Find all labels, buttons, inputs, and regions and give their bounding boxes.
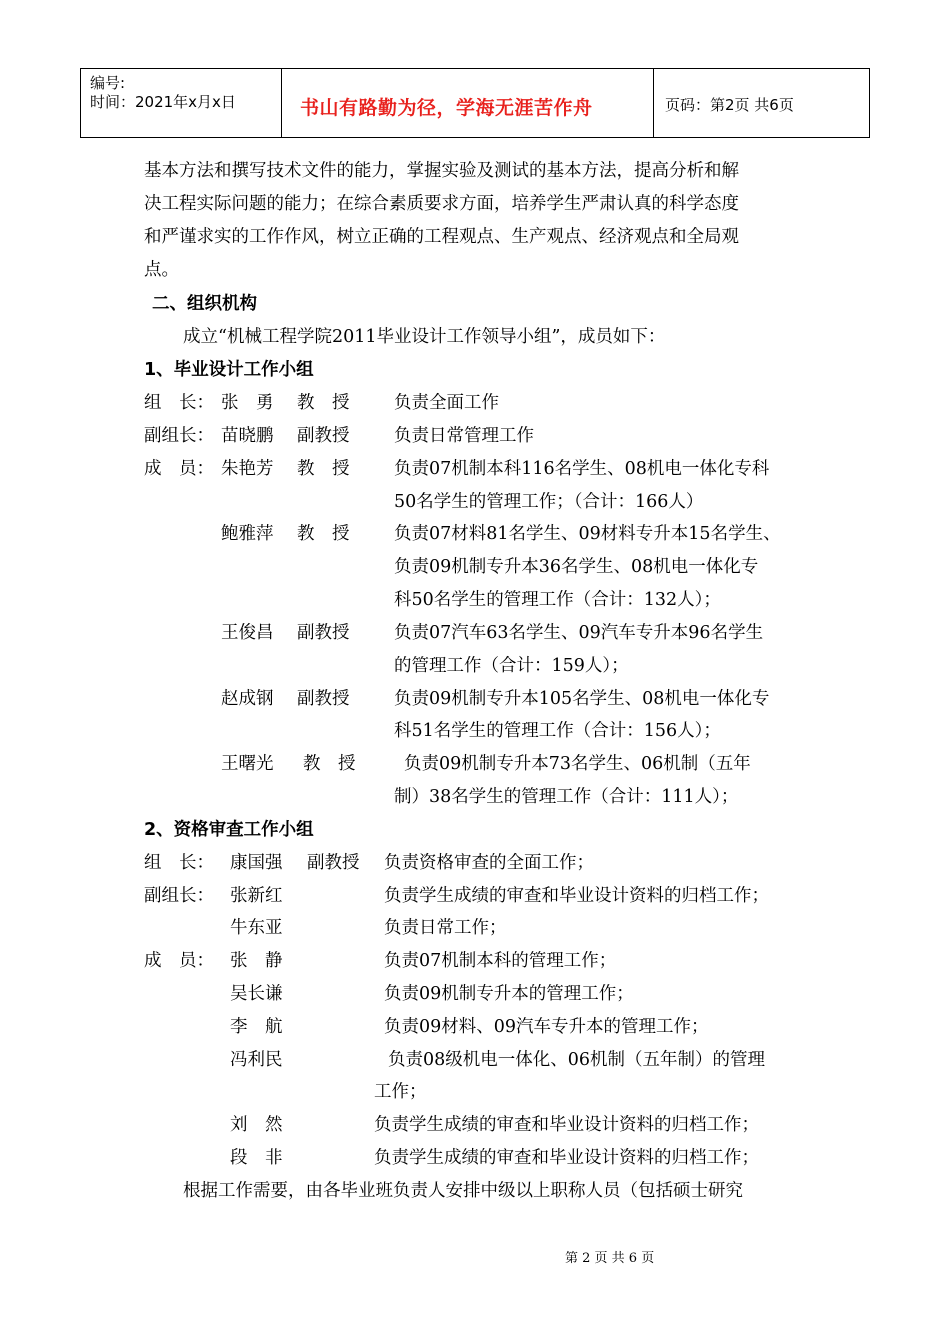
member-duty: 负责09机制专升本36名学生、08机电一体化专 [394,557,759,577]
member-duty: 负责09机制专升本105名学生、08机电一体化专 [394,689,770,709]
member-duty: 负责学生成绩的审查和毕业设计资料的归档工作； [374,1148,759,1168]
header-divider-2 [653,69,654,137]
member-name: 冯利民 [230,1050,283,1070]
member-rank: 副教授 [307,853,360,873]
member-role: 副组长： [144,886,214,906]
member-duty: 负责09材料、09汽车专升本的管理工作； [384,1017,709,1037]
member-duty: 制）38名学生的管理工作（合计：111人）； [394,787,739,807]
header-time-label: 时间：2021年x月x日 [90,93,236,111]
intro-line: 基本方法和撰写技术文件的能力，掌握实验及测试的基本方法，提高分析和解 [144,161,739,181]
member-name: 朱艳芳 [221,459,274,479]
member-role: 副组长： [144,426,214,446]
member-rank: 教 授 [297,524,350,544]
header-motto: 书山有路勤为径，学海无涯苦作舟 [300,97,593,119]
member-duty: 负责07汽车63名学生、09汽车专升本96名学生 [394,623,764,643]
member-role: 组 长： [144,853,214,873]
member-duty: 负责07机制本科116名学生、08机电一体化专科 [394,459,770,479]
member-name: 刘 然 [230,1115,283,1135]
member-duty: 负责日常工作； [384,918,507,938]
intro-line: 和严谨求实的工作作风，树立正确的工程观点、生产观点、经济观点和全局观 [144,227,739,247]
header-border-right [869,69,870,137]
header-number-label: 编号: [90,74,126,92]
page-footer: 第 2 页 共 6 页 [565,1251,655,1266]
member-name: 张新红 [230,886,283,906]
intro-line: 决工程实际问题的能力；在综合素质要求方面，培养学生严肃认真的科学态度 [144,194,739,214]
member-name: 牛东亚 [230,918,283,938]
member-name: 张 静 [230,951,283,971]
member-rank: 教 授 [303,754,356,774]
group-heading: 2、资格审查工作小组 [144,820,314,840]
member-name: 王曙光 [221,754,274,774]
member-duty: 负责资格审查的全面工作； [384,853,594,873]
header-page-label: 页码：第2页 共6页 [665,96,794,114]
member-name: 段 非 [230,1148,283,1168]
member-rank: 教 授 [297,393,350,413]
member-duty: 负责07材料81名学生、09材料专升本15名学生、 [394,524,781,544]
member-rank: 副教授 [297,689,350,709]
member-duty: 的管理工作（合计：159人）； [394,656,629,676]
member-rank: 副教授 [297,426,350,446]
section-heading: 二、组织机构 [152,294,257,314]
header-divider-1 [281,69,282,137]
member-role: 组 长： [144,393,214,413]
member-name: 张 勇 [221,393,274,413]
member-name: 康国强 [230,853,283,873]
member-name: 苗晓鹏 [221,426,274,446]
member-rank: 副教授 [297,623,350,643]
member-duty: 负责全面工作 [394,393,499,413]
intro-line: 点。 [144,260,179,280]
member-duty: 工作； [374,1082,427,1102]
member-role: 成 员： [144,459,214,479]
member-name: 鲍雅萍 [221,524,274,544]
member-role: 成 员： [144,951,214,971]
section-intro: 成立“机械工程学院2011毕业设计工作领导小组”，成员如下： [183,327,666,347]
member-duty: 负责日常管理工作 [394,426,534,446]
member-name: 李 航 [230,1017,283,1037]
page-header [80,68,870,138]
member-name: 王俊昌 [221,623,274,643]
member-duty: 科50名学生的管理工作（合计：132人）； [394,590,721,610]
header-border-left [80,69,81,137]
member-duty: 负责学生成绩的审查和毕业设计资料的归档工作； [374,1115,759,1135]
member-duty: 50名学生的管理工作；（合计：166人） [394,492,704,512]
member-duty: 科51名学生的管理工作（合计：156人）； [394,721,721,741]
member-duty: 负责09机制专升本73名学生、06机制（五年 [404,754,751,774]
member-duty: 负责09机制专升本的管理工作； [384,984,634,1004]
group-heading: 1、毕业设计工作小组 [144,360,314,380]
closing-paragraph: 根据工作需要，由各毕业班负责人安排中级以上职称人员（包括硕士研究 [183,1181,743,1201]
member-duty: 负责学生成绩的审查和毕业设计资料的归档工作； [384,886,769,906]
member-duty: 负责07机制本科的管理工作； [384,951,617,971]
member-name: 吴长谦 [230,984,283,1004]
member-duty: 负责08级机电一体化、06机制（五年制）的管理 [388,1050,766,1070]
member-rank: 教 授 [297,459,350,479]
member-name: 赵成钢 [221,689,274,709]
